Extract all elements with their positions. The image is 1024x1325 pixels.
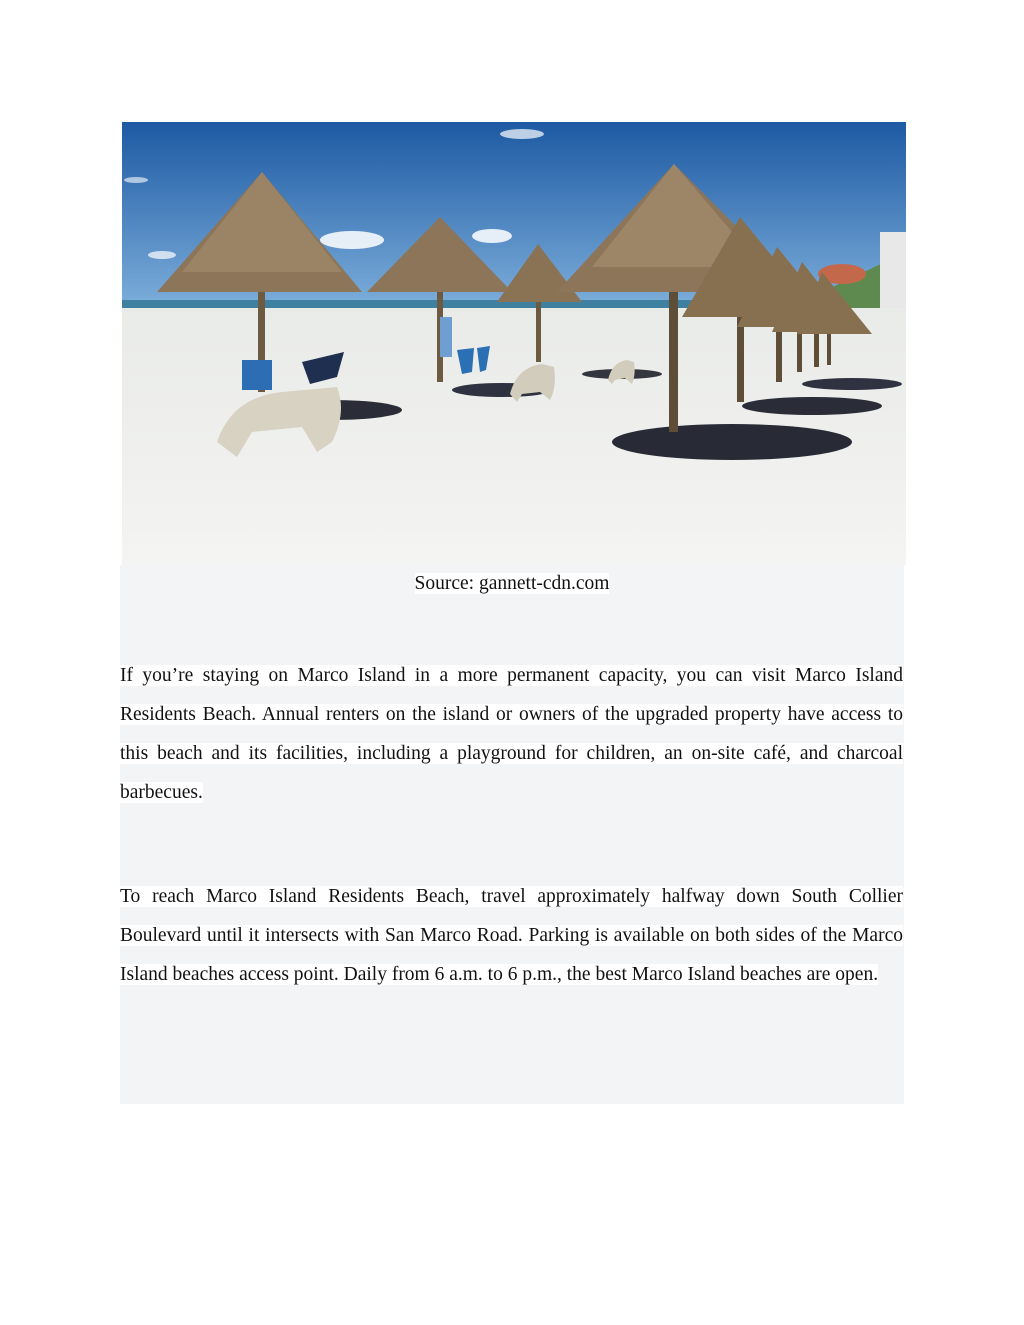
paragraph-2-text: To reach Marco Island Residents Beach, travel approximately halfway down South Collier Boulevard until it intersects with San Marco Road. Parking is available on both sides of the Marco Island beaches access point. Daily from 6 a.m. to 6 p.m., the best Marco Island beaches are open. [120,886,903,985]
paragraph-residents-beach [120,656,903,812]
image-caption [120,570,904,598]
caption-text: Source: gannett-cdn.com [414,573,610,594]
beach-photo [122,122,906,565]
paragraph-directions [120,877,903,994]
paragraph-1-text: If you’re staying on Marco Island in a more permanent capacity, you can visit Marco Island Residents Beach. Annual renters on the island or owners of the upgraded property have access to this beach and its facilities, including a playground for children, an on-site café, and charcoal barbecues. [120,665,903,803]
shaded-text-region [120,565,904,1104]
